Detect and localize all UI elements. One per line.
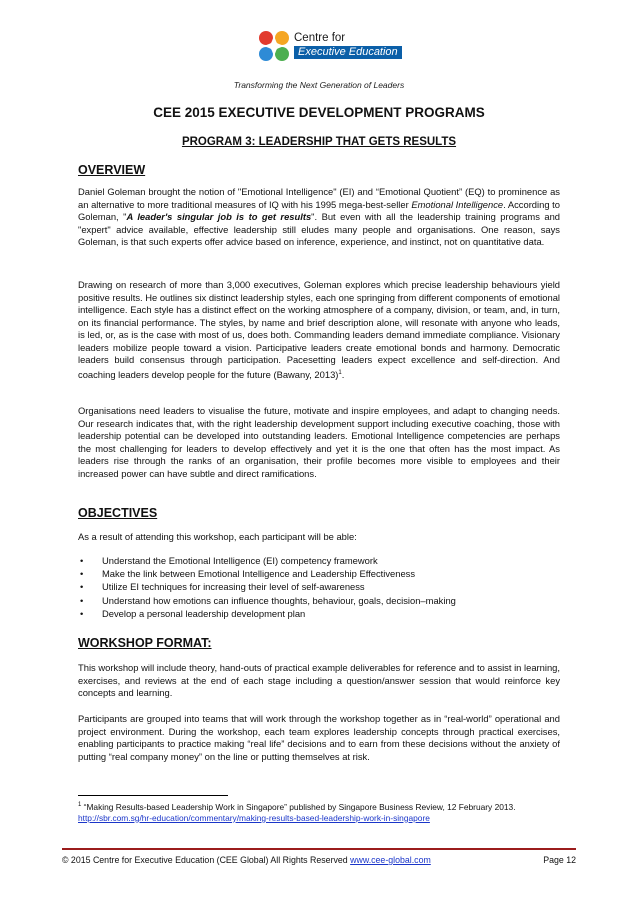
objectives-list (78, 554, 560, 620)
cee-logo (256, 26, 398, 72)
overview-paragraph-3: Organisations need leaders to visualise the future, motivate and inspire employees, and adapt to changing needs. Our research indicates that, with the right leadership development support including executive coaching, those with leadership potential can be developed into outstanding leaders. Emotional Intelligence competencies are perhaps the most challenging for leaders to develop effectively and yet it is the one that often has the most impact. As leaders rise through the ranks of an organisation, their profile becomes more visible to employees and their increased power can have subtle and direct ramifications. (78, 405, 560, 479)
overview-paragraph-1: Daniel Goleman brought the notion of "Emotional Intelligence" (EI) and “Emotional Quotient” (EQ) to prominence as an alternative to more traditional measures of IQ with his 1995 mega-best-seller Emotional Intelligence. According to Goleman, "A leader's singular job is to get results". But even with all the leadership training programs and "expert" advice available, effective leadership still eludes many people and organisations. One reason, says Goleman, is that such experts offer advice based on inference, experience, and instinct, not on quantitative data. (78, 186, 561, 247)
list-item: • Understand the Emotional Intelligence (EI) competency framework (78, 554, 560, 567)
program-title: PROGRAM 3: LEADERSHIP THAT GETS RESULTS (181, 136, 457, 148)
copyright: © 2015 Centre for Executive Education (CEE Global) All Rights Reserved (62, 855, 351, 865)
footnote-link[interactable]: http://sbr.com.sg/hr-education/commentary/making-results-based-leadership-work-in-singapore (78, 812, 430, 823)
footer-divider (62, 848, 576, 850)
footer-website-link[interactable]: www.cee-global.com (350, 855, 431, 865)
logo-star-icon (256, 28, 292, 64)
list-item: • Understand how emotions can influence thoughts, behaviour, goals, decision–making (78, 594, 560, 607)
objectives-intro: As a result of attending this workshop, each participant will be able: (78, 531, 357, 542)
objectives-heading: OBJECTIVES (78, 506, 158, 520)
logo-line1: Centre for (294, 32, 346, 44)
page-footer (62, 855, 576, 865)
page-number: Page 12 (543, 855, 576, 865)
list-item: • Make the link between Emotional Intelligence and Leadership Effectiveness (78, 567, 560, 580)
footnote-divider (78, 795, 228, 796)
footnote: $^1$ “Making Results-based Leadership Work in Singapore” published by Singapore Business Review, 12 February 2013. http://sbr.com.sg/hr-education/commentary/making-results-based-leadership-work-in-singapore (78, 801, 516, 823)
page-title: CEE 2015 EXECUTIVE DEVELOPMENT PROGRAMS (153, 105, 485, 120)
list-item: • Develop a personal leadership development plan (78, 607, 560, 620)
overview-paragraph-2: Drawing on research of more than 3,000 executives, Goleman explores which precise leadership behaviours yield positive results. He outlines six distinct leadership styles, each one springing from different components of emotional intelligence. Each style has a distinct effect on the working atmosphere of a company, division, or team, and, in turn, on its financial performance. The styles, by name and brief description alone, will resonate with anyone who leads, is led, or, as is the case with most of us, does both. Commanding leaders demand immediate compliance. Visionary leaders mobilize people toward a vision. Participative leaders create emotional bonds and harmony. Democratic leaders build consensus through participation. Pacesetting leaders expect excellence and self-direction. And coaching leaders develop people for the future (Bawany, 2013)$^1$. (78, 279, 560, 380)
tagline: Transforming the Next Generation of Leaders (233, 80, 405, 90)
workshop-paragraph-1: This workshop will include theory, hand-outs of practical example deliverables for reference and to assist in learning, exercises, and reviews at the end of each stage including a question/answer session that would reinforce key concepts and learning. (78, 662, 560, 698)
list-item: • Utilize EI techniques for increasing their level of self-awareness (78, 580, 560, 593)
workshop-paragraph-2: Participants are grouped into teams that will work through the workshop together as in “real-world” operational and project environment. During the workshop, each team explores leadership concepts through practical exercises, enabling participants to practice making “real life” decisions and to earn from these decisions without the anxiety of putting “real company money” on the line or putting themselves at risk. (78, 713, 560, 762)
overview-heading: OVERVIEW (78, 163, 146, 177)
logo-line2: Executive Education (294, 46, 402, 59)
workshop-heading: WORKSHOP FORMAT: (78, 636, 212, 650)
